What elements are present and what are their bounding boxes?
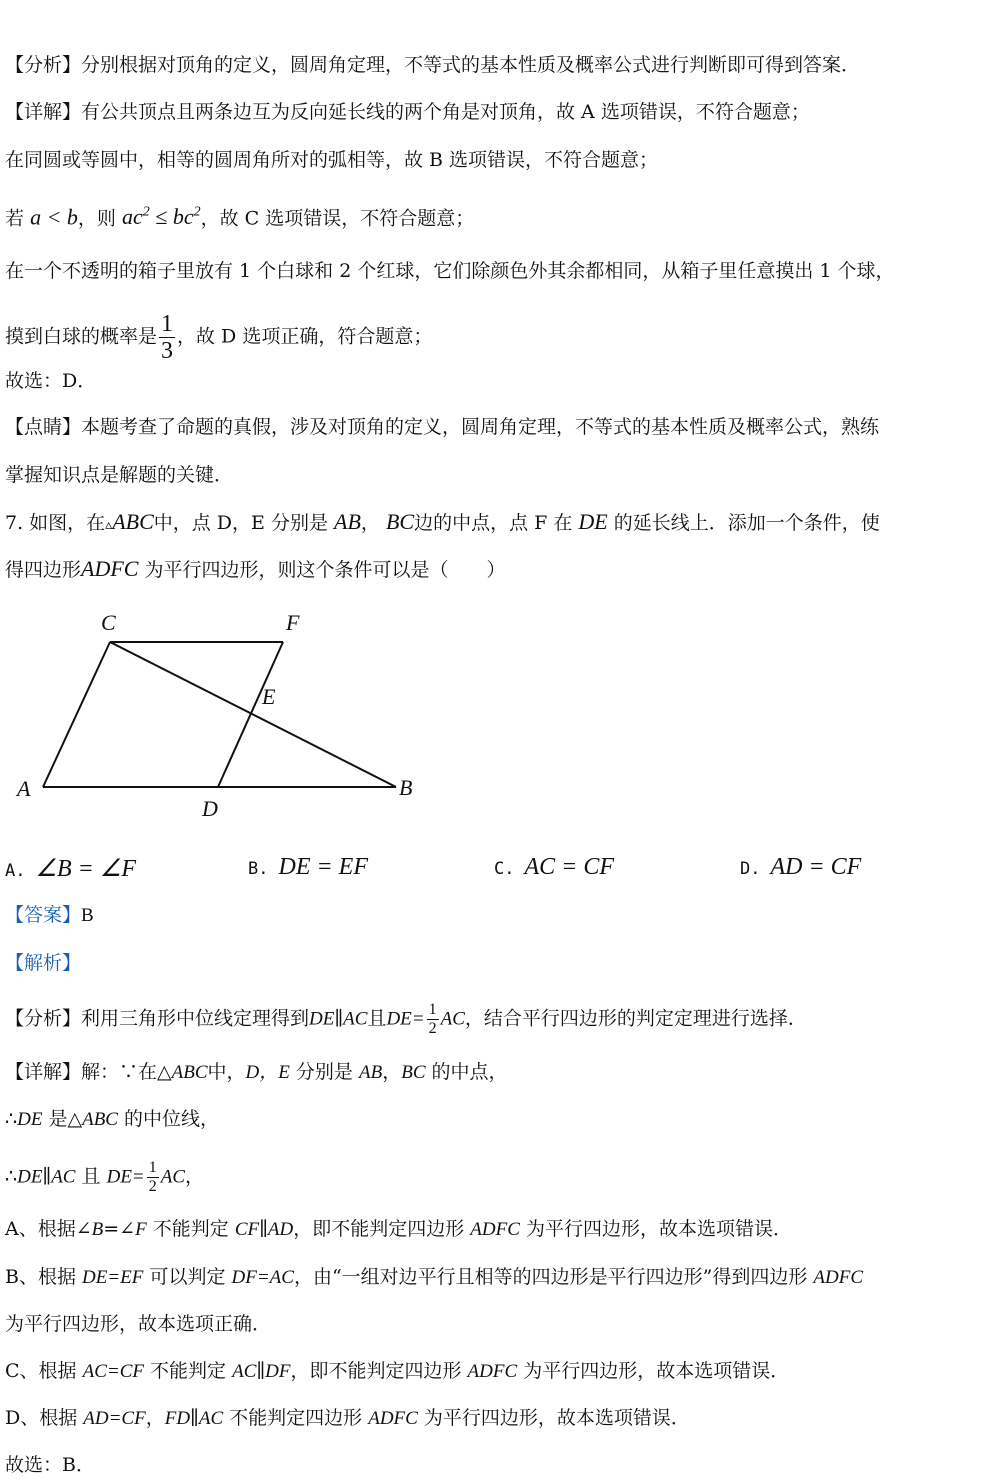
text: C、根据 bbox=[5, 1360, 77, 1382]
option-b bbox=[248, 854, 368, 881]
text: 为平行四边形，故本选项错误． bbox=[423, 1407, 690, 1429]
text: 分别是 bbox=[295, 1061, 353, 1083]
option-label: A. bbox=[5, 861, 26, 881]
math: AC∥DF bbox=[232, 1361, 291, 1382]
text: ， bbox=[382, 1061, 402, 1083]
text: 7. 如图，在 bbox=[5, 512, 106, 534]
math: DE=EF bbox=[82, 1267, 144, 1288]
q7-detail-2 bbox=[5, 1106, 219, 1133]
math: ADFC bbox=[470, 1219, 520, 1240]
text: B、根据 bbox=[5, 1266, 76, 1288]
text: ，故 D 选项正确，符合题意； bbox=[177, 325, 433, 348]
triangle-symbol: ▵ bbox=[105, 517, 113, 533]
math: ABC bbox=[112, 509, 154, 534]
detail-tag: 【详解】 bbox=[5, 1061, 82, 1083]
q6-analysis-line bbox=[5, 52, 860, 78]
comment-text: 掌握知识点是解题的关键． bbox=[5, 464, 234, 486]
math: BC bbox=[385, 509, 415, 534]
option-label: D. bbox=[740, 859, 761, 879]
text: =∠ bbox=[103, 1218, 136, 1240]
text: D、根据 bbox=[5, 1407, 78, 1429]
text: 解：∵在△ bbox=[81, 1061, 172, 1083]
math: DE= bbox=[386, 1008, 425, 1030]
text: 为平行四边形，则这个条件可以是（ ） bbox=[144, 559, 506, 581]
text: 为平行四边形，故本选项错误． bbox=[523, 1360, 790, 1382]
text: 利用三角形中位线定理得到 bbox=[81, 1007, 310, 1030]
option-expr: AC = CF bbox=[524, 854, 615, 880]
math: AD=CF bbox=[83, 1408, 146, 1429]
text: 是△ bbox=[48, 1108, 83, 1130]
math: FD∥AC bbox=[164, 1408, 224, 1429]
q7-option-b-explain bbox=[5, 1264, 863, 1291]
math-inequality bbox=[122, 204, 201, 229]
choose-text: 故选：B． bbox=[5, 1454, 95, 1476]
denominator: 2 bbox=[428, 1020, 437, 1037]
math: BC bbox=[401, 1062, 426, 1083]
answer-value: B bbox=[81, 905, 94, 926]
math: ADFC bbox=[467, 1361, 518, 1382]
option-expr: AD = CF bbox=[770, 854, 862, 880]
label-e: E bbox=[262, 684, 276, 709]
text: 边的中点，点 F 在 bbox=[414, 512, 573, 534]
option-label: C. bbox=[494, 859, 515, 879]
math: F bbox=[135, 1219, 147, 1240]
label-f: F bbox=[286, 610, 300, 635]
math: AB bbox=[358, 1062, 383, 1083]
detail-text: 有公共顶点且两条边互为反向延长线的两个角是对顶角，故 A 选项错误，不符合题意； bbox=[81, 101, 810, 123]
text: A、根据∠ bbox=[5, 1218, 92, 1240]
text: ， bbox=[185, 1165, 205, 1188]
text: 可以判定 bbox=[149, 1266, 226, 1288]
fraction-one-half bbox=[427, 1002, 439, 1037]
detail-text: 在同圆或等圆中，相等的圆周角所对的弧相等，故 B 选项错误，不符合题意； bbox=[5, 149, 659, 171]
segment-cb bbox=[110, 642, 396, 787]
math: B bbox=[91, 1219, 104, 1240]
q7-choose bbox=[5, 1452, 95, 1478]
text: 得四边形 bbox=[5, 559, 82, 581]
q7-detail-1 bbox=[5, 1059, 508, 1086]
text: ，由“一组对边平行且相等的四边形是平行四边形”得到四边形 bbox=[293, 1266, 808, 1288]
jiexi-tag: 【解析】 bbox=[5, 952, 82, 974]
q6-comment-line-2 bbox=[5, 462, 233, 488]
numerator: 1 bbox=[161, 311, 174, 337]
answer-tag: 【答案】 bbox=[5, 904, 82, 926]
q7-option-b-explain-cont bbox=[5, 1311, 271, 1337]
text: 不能判定 bbox=[152, 1218, 229, 1240]
text: 不能判定四边形 bbox=[229, 1407, 363, 1429]
option-d bbox=[740, 854, 861, 881]
math: DE bbox=[17, 1109, 43, 1130]
math: DE= bbox=[106, 1166, 145, 1188]
math: ABC bbox=[82, 1109, 118, 1130]
text: ∴ bbox=[5, 1165, 18, 1188]
math: AC bbox=[440, 1008, 465, 1030]
math-term: ac bbox=[121, 204, 143, 230]
q6-detail-line-1 bbox=[5, 99, 810, 125]
q7-stem-line-1 bbox=[5, 509, 880, 538]
comment-tag: 【点睛】 bbox=[5, 416, 82, 438]
text: 若 bbox=[5, 207, 25, 230]
label-c: C bbox=[101, 610, 116, 635]
math: AC bbox=[160, 1166, 186, 1188]
q7-jiexi bbox=[5, 950, 81, 976]
label-d: D bbox=[202, 796, 218, 821]
denominator: 3 bbox=[161, 338, 174, 364]
q6-choose bbox=[5, 368, 96, 394]
detail-tag: 【详解】 bbox=[5, 101, 82, 123]
text: 不能判定 bbox=[150, 1360, 227, 1382]
math-term: bc bbox=[172, 204, 194, 230]
text: 为平行四边形，故本选项正确． bbox=[5, 1313, 272, 1335]
text: ，结合平行四边形的判定定理进行选择． bbox=[464, 1007, 807, 1030]
denominator: 2 bbox=[148, 1178, 157, 1195]
math-condition: a < b bbox=[30, 204, 78, 230]
math: ABC bbox=[171, 1062, 208, 1083]
math: D，E bbox=[245, 1062, 290, 1083]
math: DE bbox=[578, 509, 608, 534]
option-c bbox=[494, 854, 614, 881]
segment-fd bbox=[218, 642, 283, 787]
choose-text: 故选：D． bbox=[5, 370, 97, 392]
q6-detail-line-3 bbox=[5, 200, 474, 231]
text: 的中位线， bbox=[124, 1108, 220, 1130]
analysis-text: 分别根据对顶角的定义，圆周角定理，不等式的基本性质及概率公式进行判断即可得到答案． bbox=[81, 54, 861, 76]
text: 摸到白球的概率是 bbox=[5, 325, 158, 348]
math: CF∥AD bbox=[234, 1219, 294, 1240]
text: ，即不能判定四边形 bbox=[290, 1360, 462, 1382]
detail-text: 在一个不透明的箱子里放有 1 个白球和 2 个红球，它们除颜色外其余都相同，从箱子里任意摸出 1 个球， bbox=[5, 260, 895, 282]
text: 且 bbox=[367, 1007, 387, 1030]
q6-detail-line-5 bbox=[5, 312, 432, 363]
comment-text: 本题考查了命题的真假，涉及对顶角的定义，圆周角定理，不等式的基本性质及概率公式，熟练 bbox=[81, 416, 880, 438]
text: ， bbox=[145, 1407, 165, 1429]
text: ，即不能判定四边形 bbox=[293, 1218, 465, 1240]
segment-ca bbox=[43, 642, 110, 787]
option-label: B. bbox=[248, 859, 269, 879]
math: DE∥AC bbox=[17, 1166, 76, 1188]
text: 中， bbox=[207, 1061, 246, 1083]
q7-detail-3 bbox=[5, 1160, 204, 1195]
analysis-tag: 【分析】 bbox=[5, 54, 82, 76]
analysis-tag: 【分析】 bbox=[5, 1007, 82, 1030]
q7-option-d-explain bbox=[5, 1405, 690, 1432]
square-exponent: 2 bbox=[142, 205, 150, 220]
geometry-figure bbox=[0, 600, 440, 830]
math: ADFC bbox=[813, 1267, 864, 1288]
math: AB bbox=[334, 509, 361, 534]
math: ADFC bbox=[81, 556, 139, 581]
option-a bbox=[5, 854, 136, 883]
text: ， bbox=[360, 512, 380, 534]
text: 中，点 D，E 分别是 bbox=[153, 512, 328, 534]
math: AC=CF bbox=[82, 1361, 144, 1382]
q6-detail-line-2 bbox=[5, 147, 658, 173]
q6-detail-line-4 bbox=[5, 258, 895, 284]
q7-option-a-explain bbox=[5, 1216, 792, 1243]
text: ，故 C 选项错误，不符合题意； bbox=[200, 207, 475, 230]
label-a: A bbox=[17, 776, 31, 801]
q6-comment-line-1 bbox=[5, 414, 879, 440]
square-exponent: 2 bbox=[193, 205, 201, 220]
math-relation: ≤ bbox=[149, 204, 173, 230]
math: DF=AC bbox=[231, 1267, 294, 1288]
math: DE∥AC bbox=[309, 1008, 368, 1030]
option-expr: ∠B = ∠F bbox=[35, 856, 137, 882]
fraction-one-half bbox=[147, 1160, 159, 1195]
text: ∴ bbox=[5, 1108, 18, 1130]
numerator: 1 bbox=[148, 1159, 157, 1176]
q7-stem-line-2 bbox=[5, 556, 506, 583]
q7-answer bbox=[5, 902, 94, 929]
text: 为平行四边形，故本选项错误． bbox=[525, 1218, 792, 1240]
label-b: B bbox=[399, 775, 413, 800]
text: 且 bbox=[81, 1165, 101, 1188]
q7-analysis bbox=[5, 1002, 807, 1037]
text: ，则 bbox=[77, 207, 116, 230]
q7-option-c-explain bbox=[5, 1358, 789, 1385]
numerator: 1 bbox=[428, 1001, 437, 1018]
fraction-one-third bbox=[159, 312, 175, 363]
text: 的中点， bbox=[431, 1061, 508, 1083]
option-expr: DE = EF bbox=[278, 854, 368, 880]
text: 的延长线上．添加一个条件，使 bbox=[613, 512, 880, 534]
math: ADFC bbox=[368, 1408, 418, 1429]
